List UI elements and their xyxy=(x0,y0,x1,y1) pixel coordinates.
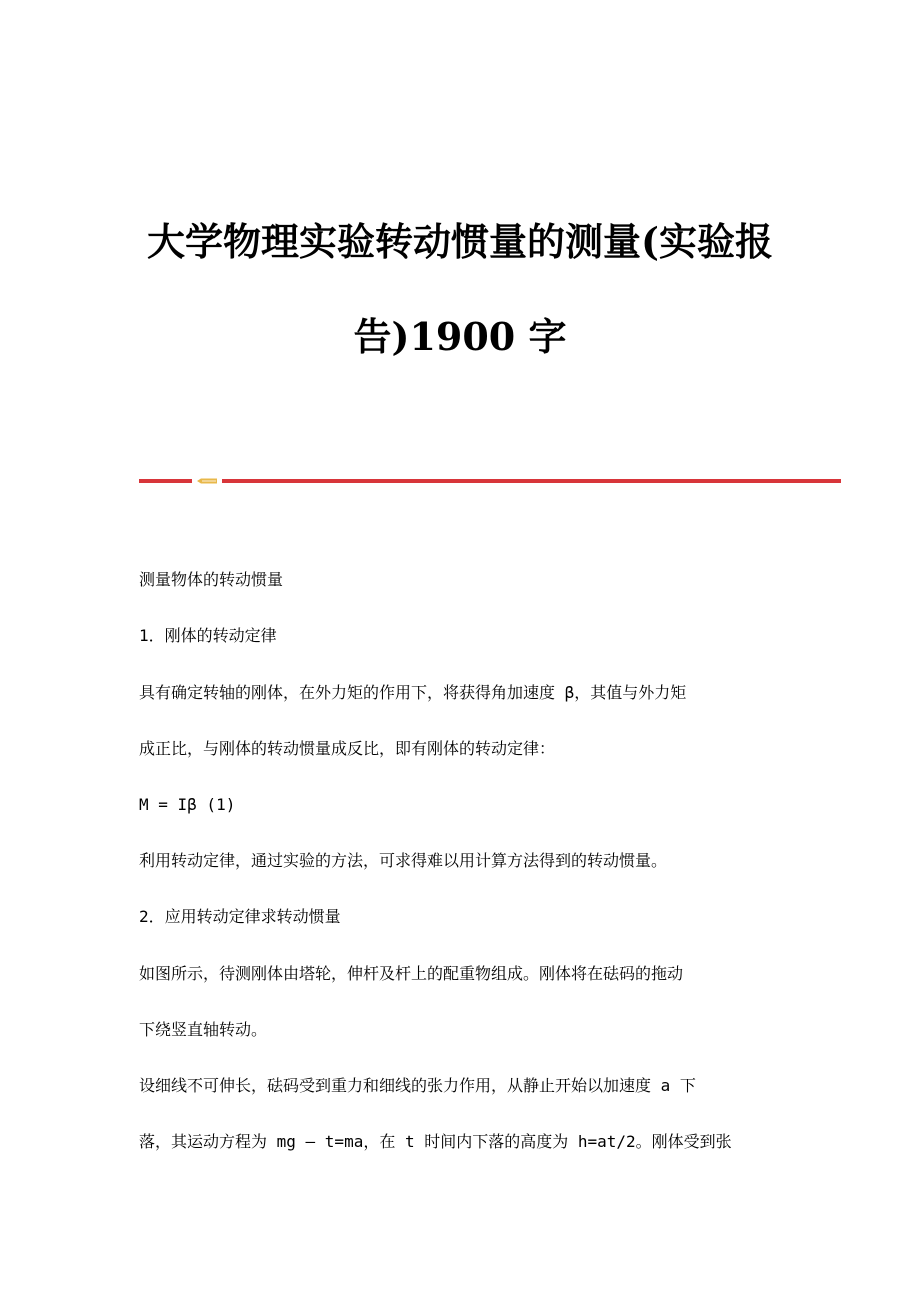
document-title-line-1: 大学物理实验转动惯量的测量(实验报 xyxy=(147,219,773,264)
section-heading: 测量物体的转动惯量 xyxy=(139,570,284,589)
paragraph-line: 如图所示，待测刚体由塔轮，伸杆及杆上的配重物组成。刚体将在砝码的拖动 xyxy=(139,964,684,983)
subsection-heading-2: 2．应用转动定律求转动惯量 xyxy=(139,907,341,926)
paragraph-line: 落，其运动方程为 mg – t=ma，在 t 时间内下落的高度为 h=at/2。刚体受到张 xyxy=(139,1132,732,1151)
subsection-heading-1: 1．刚体的转动定律 xyxy=(139,626,277,645)
paragraph-line: 利用转动定律，通过实验的方法，可求得难以用计算方法得到的转动惯量。 xyxy=(139,851,668,870)
paragraph-line: 成正比，与刚体的转动惯量成反比，即有刚体的转动定律： xyxy=(139,739,556,758)
equation-line: M = Iβ (1) xyxy=(139,795,236,814)
document-title-line-2: 告)1900 字 xyxy=(353,314,567,359)
paragraph-line: 下绕竖直轴转动。 xyxy=(139,1020,268,1039)
paragraph-line: 具有确定转轴的刚体，在外力矩的作用下，将获得角加速度 β，其值与外力矩 xyxy=(139,683,687,702)
paragraph-line: 设细线不可伸长，砝码受到重力和细线的张力作用，从静止开始以加速度 a 下 xyxy=(139,1076,696,1095)
